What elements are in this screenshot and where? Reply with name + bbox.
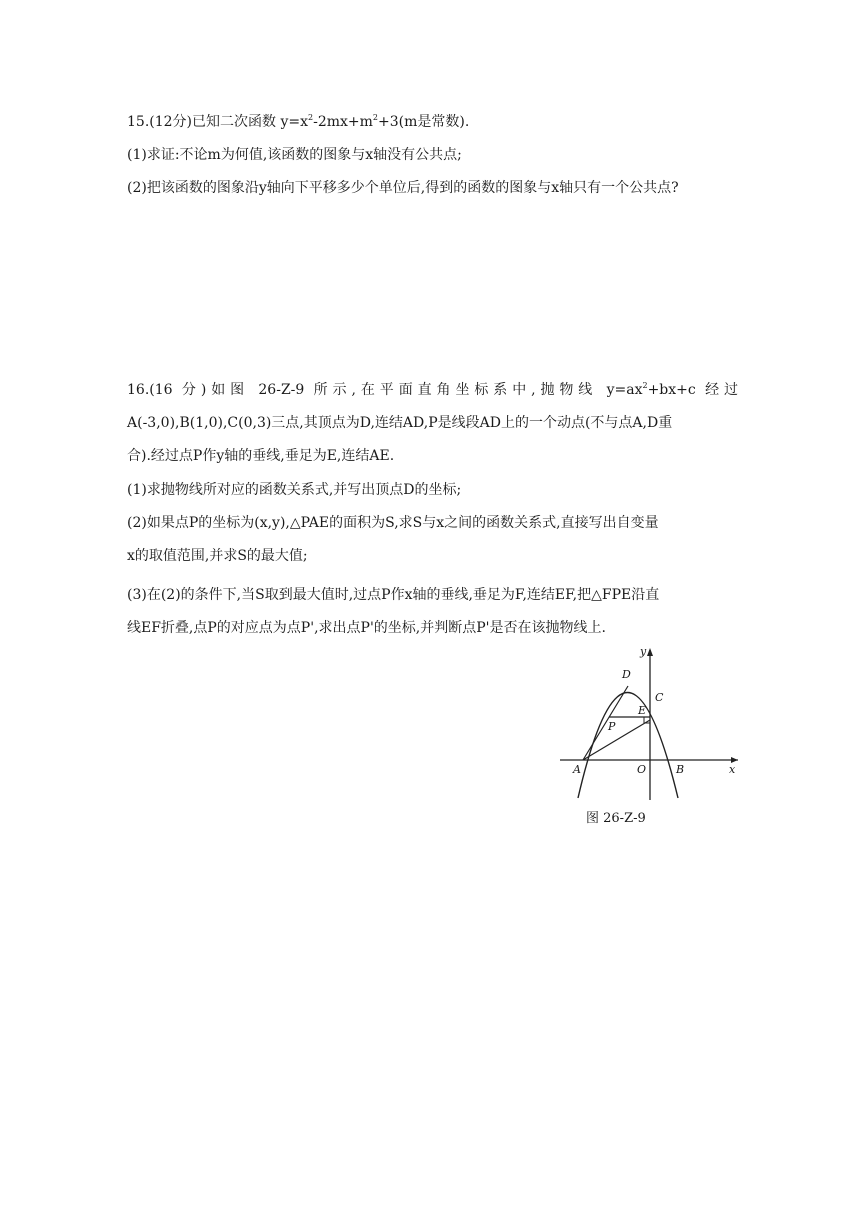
label-c: C: [655, 691, 664, 704]
problem-16-stem-line-1: [127, 380, 738, 400]
label-p: P: [608, 720, 616, 733]
label-e: E: [638, 704, 647, 717]
problem-16-question-2-line-1: (2)如果点P的坐标为(x,y),△PAE的面积为S,求S与x之间的函数关系式,直接写出自变量: [127, 515, 659, 531]
label-y: y: [640, 645, 647, 658]
label-x: x: [729, 763, 736, 776]
y-axis-arrow: [647, 648, 653, 656]
label-o: O: [637, 763, 647, 776]
stem-text: 15.(12分)已知二次函数 y=x: [127, 114, 308, 130]
figure-caption: 图 26-Z-9: [586, 811, 646, 826]
label-b: B: [676, 763, 685, 776]
problem-15-stem: [127, 112, 469, 132]
parabola-figure: [556, 644, 742, 804]
problem-16-question-3-line-1: (3)在(2)的条件下,当S取到最大值时,过点P作x轴的垂线,垂足为F,连结EF,把△FPE沿直: [127, 587, 660, 603]
stem-text: -2mx+m: [313, 114, 373, 130]
label-a: A: [573, 763, 581, 776]
segment-ad: [583, 686, 628, 760]
problem-16-question-2-line-2: x的取值范围,并求S的最大值;: [127, 548, 308, 564]
problem-16-stem-line-2: A(-3,0),B(1,0),C(0,3)三点,其顶点为D,连结AD,P是线段AD上的一个动点(不与点A,D重: [127, 415, 673, 431]
exponent: 2: [308, 113, 314, 122]
stem-text: 16.(16 分)如图 26-Z-9 所示,在平面直角坐标系中,抛物线 y=ax: [127, 382, 643, 398]
stem-text: +3(m是常数).: [378, 114, 470, 130]
exponent: 2: [642, 381, 648, 390]
segment-ae: [583, 720, 650, 760]
exponent: 2: [372, 113, 379, 122]
problem-16-question-3-line-2: 线EF折叠,点P的对应点为点P',求出点P'的坐标,并判断点P'是否在该抛物线上.: [127, 620, 606, 636]
problem-16-stem-line-3: 合).经过点P作y轴的垂线,垂足为E,连结AE.: [127, 448, 395, 464]
parabola-curve: [578, 693, 678, 799]
label-d: D: [622, 668, 631, 681]
problem-15-question-2: (2)把该函数的图象沿y轴向下平移多少个单位后,得到的函数的图象与x轴只有一个公共点?: [127, 180, 679, 196]
stem-text: +bx+c 经过: [647, 382, 739, 398]
problem-16-question-1: (1)求抛物线所对应的函数关系式,并写出顶点D的坐标;: [127, 482, 462, 498]
problem-15-question-1: (1)求证:不论m为何值,该函数的图象与x轴没有公共点;: [127, 147, 462, 163]
